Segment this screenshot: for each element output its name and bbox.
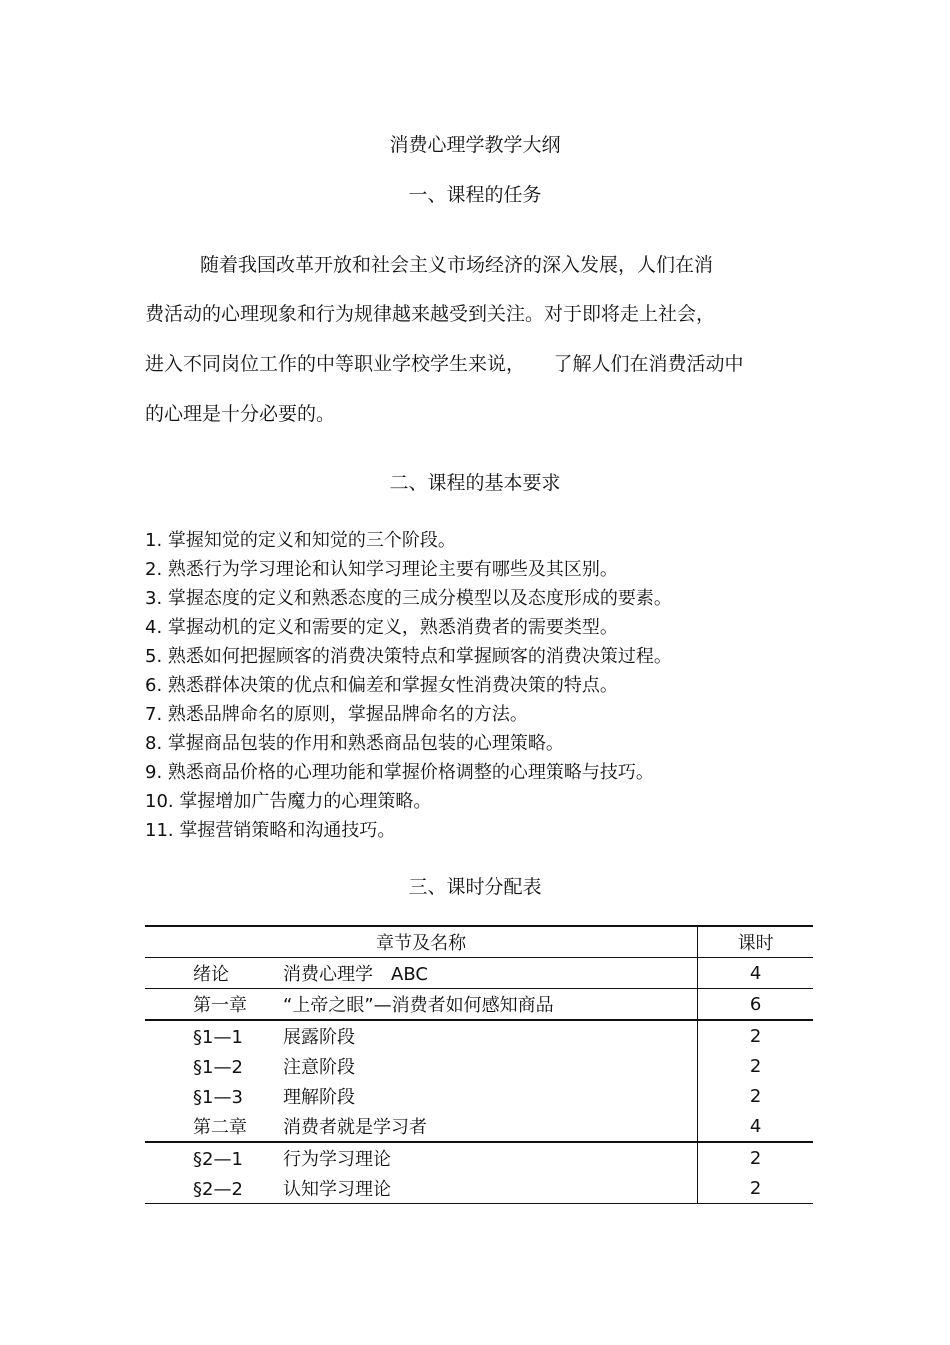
section1-line-4: 的心理是十分必要的。 — [145, 403, 336, 425]
table-header-row — [145, 926, 813, 958]
row-label: §2—1 — [193, 1149, 243, 1170]
table-row — [145, 1173, 813, 1204]
section1-line-3: 进入不同岗位工作的中等职业学校学生来说， 了解人们在消费活动中 — [145, 353, 744, 375]
row-hours: 2 — [698, 1142, 813, 1173]
row-hours: 2 — [698, 1173, 813, 1204]
row-label: 绪论 — [193, 964, 229, 985]
hours-table — [145, 925, 813, 1204]
row-title: 认知学习理论 — [283, 1179, 391, 1200]
requirement-item-3: 3. 掌握态度的定义和熟悉态度的三成分模型以及态度形成的要素。 — [145, 588, 672, 609]
row-title: “上帝之眼”—消费者如何感知商品 — [283, 995, 554, 1016]
page-title: 消费心理学教学大纲 — [389, 134, 561, 156]
row-hours: 2 — [698, 1081, 813, 1111]
table-row — [145, 1081, 813, 1111]
table-row — [145, 958, 813, 989]
table-row — [145, 1111, 813, 1142]
row-label: 第一章 — [193, 995, 247, 1016]
row-label: §1—2 — [193, 1057, 243, 1078]
requirement-item-10: 10. 掌握增加广告魔力的心理策略。 — [145, 791, 432, 812]
row-label: §2—2 — [193, 1179, 243, 1200]
row-title: 理解阶段 — [283, 1087, 355, 1108]
row-hours: 4 — [698, 958, 813, 989]
requirement-item-8: 8. 掌握商品包装的作用和熟悉商品包装的心理策略。 — [145, 733, 564, 754]
requirement-item-9: 9. 熟悉商品价格的心理功能和掌握价格调整的心理策略与技巧。 — [145, 762, 654, 783]
table-row — [145, 1142, 813, 1173]
header-name: 章节及名称 — [145, 926, 698, 958]
section3-heading: 三、课时分配表 — [408, 876, 542, 898]
requirement-item-2: 2. 熟悉行为学习理论和认知学习理论主要有哪些及其区别。 — [145, 559, 618, 580]
table-row — [145, 1051, 813, 1081]
requirement-item-1: 1. 掌握知觉的定义和知觉的三个阶段。 — [145, 530, 456, 551]
row-title: 消费者就是学习者 — [283, 1117, 427, 1138]
requirement-item-7: 7. 熟悉品牌命名的原则，掌握品牌命名的方法。 — [145, 704, 528, 725]
header-hours: 课时 — [698, 926, 813, 958]
requirement-item-4: 4. 掌握动机的定义和需要的定义，熟悉消费者的需要类型。 — [145, 617, 618, 638]
requirement-item-5: 5. 熟悉如何把握顾客的消费决策特点和掌握顾客的消费决策过程。 — [145, 646, 672, 667]
row-label: §1—3 — [193, 1087, 243, 1108]
row-hours: 4 — [698, 1111, 813, 1142]
row-title: 展露阶段 — [283, 1027, 355, 1048]
row-hours: 2 — [698, 1051, 813, 1081]
table-row — [145, 989, 813, 1021]
row-title: 行为学习理论 — [283, 1149, 391, 1170]
section1-heading: 一、课程的任务 — [408, 184, 542, 206]
row-hours: 2 — [698, 1020, 813, 1051]
table-row — [145, 1020, 813, 1051]
row-label: 第二章 — [193, 1117, 247, 1138]
section1-line-1: 随着我国改革开放和社会主义市场经济的深入发展，人们在消 — [200, 254, 714, 276]
section1-line-2: 费活动的心理现象和行为规律越来越受到关注。对于即将走上社会， — [145, 303, 716, 325]
row-title: 消费心理学 ABC — [283, 964, 428, 985]
row-title: 注意阶段 — [283, 1057, 355, 1078]
section2-heading: 二、课程的基本要求 — [389, 472, 561, 494]
requirement-item-6: 6. 熟悉群体决策的优点和偏差和掌握女性消费决策的特点。 — [145, 675, 618, 696]
requirement-item-11: 11. 掌握营销策略和沟通技巧。 — [145, 820, 396, 841]
row-label: §1—1 — [193, 1027, 243, 1048]
row-hours: 6 — [698, 989, 813, 1021]
